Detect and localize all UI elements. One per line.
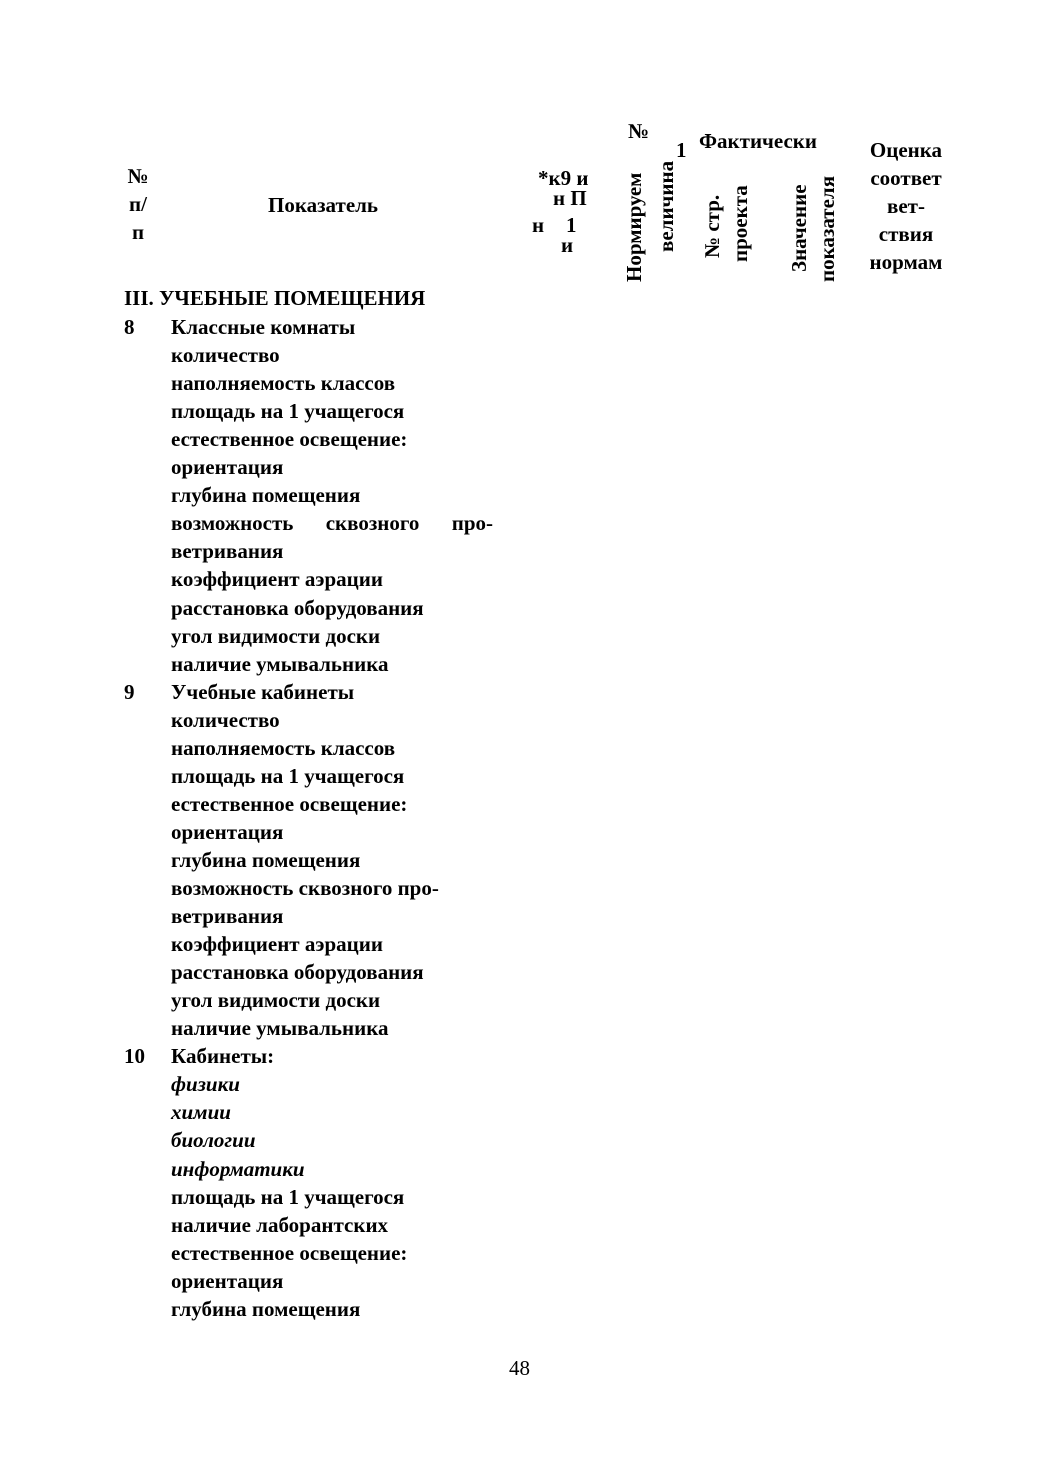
- table-row: [0, 1295, 1039, 1323]
- header-assessment-line5: нормам: [869, 250, 943, 274]
- table-row: [0, 1155, 1039, 1183]
- table-row: [0, 369, 1039, 397]
- row-text: глубина помещения: [171, 483, 361, 508]
- header-indicator: Показатель: [268, 193, 379, 217]
- row-text: глубина помещения: [171, 847, 361, 872]
- row-text: естественное освещение:: [171, 427, 408, 452]
- row-text: площадь на 1 учащегося: [171, 399, 405, 424]
- table-row: [0, 481, 1039, 509]
- header-actual-value-line1: Значение: [787, 184, 811, 272]
- row-text: наполняемость классов: [171, 735, 396, 760]
- header-number-sign: №: [127, 164, 149, 188]
- row-number: 8: [124, 315, 135, 339]
- table-row: [0, 622, 1039, 650]
- row-text: количество: [171, 707, 280, 732]
- section-title: III. УЧЕБНЫЕ ПОМЕЩЕНИЯ: [124, 286, 426, 310]
- header-normed-line2: величина: [654, 160, 678, 252]
- row-word: возможность: [171, 511, 294, 536]
- row-text: естественное освещение:: [171, 791, 408, 816]
- row-text: расстановка оборудования: [171, 960, 424, 985]
- table-row: [0, 1098, 1039, 1126]
- row-text: наличие лаборантских: [171, 1212, 389, 1237]
- table-row: [0, 986, 1039, 1014]
- header-actual-title: Фактически: [699, 129, 817, 153]
- row-text: ориентация: [171, 1268, 284, 1293]
- table-row: [0, 509, 1039, 537]
- row-text: угол видимости доски: [171, 623, 381, 648]
- header-actual-value-line2: показателя: [815, 175, 839, 282]
- table-row: [0, 1211, 1039, 1239]
- table-row: [0, 958, 1039, 986]
- row-text: наличие умывальника: [171, 1016, 389, 1041]
- page-number: 48: [509, 1356, 530, 1380]
- row-text: расстановка оборудования: [171, 595, 424, 620]
- table-row: [0, 453, 1039, 481]
- row-text: естественное освещение:: [171, 1240, 408, 1265]
- table-row: [0, 1126, 1039, 1154]
- header-normed-line1: Нормируем: [622, 172, 646, 282]
- row-text: биологии: [171, 1128, 256, 1153]
- header-assessment-line1: Оценка: [869, 138, 943, 162]
- header-normed-sup: 1: [676, 138, 687, 162]
- table-row: [0, 594, 1039, 622]
- row-text: глубина помещения: [171, 1296, 361, 1321]
- header-actual-page-line1: № стр.: [700, 194, 724, 258]
- table-row: [0, 1183, 1039, 1211]
- row-word: сквозного: [325, 511, 420, 536]
- row-text: возможность сквозного про-: [171, 876, 439, 900]
- table-row: [0, 902, 1039, 930]
- table-row: [0, 734, 1039, 762]
- table-row: [0, 1070, 1039, 1098]
- row-number: 9: [124, 679, 135, 704]
- row-number: 10: [124, 1044, 145, 1069]
- row-text: информатики: [171, 1156, 305, 1181]
- table-row: [0, 397, 1039, 425]
- header-assessment: [850, 136, 962, 276]
- table-row: [0, 1267, 1039, 1295]
- table-row: [0, 313, 1039, 341]
- header-assessment-line4: ствия: [878, 222, 934, 246]
- table-row: [0, 1042, 1039, 1070]
- table-row: [0, 1239, 1039, 1267]
- table-row: [0, 874, 1039, 902]
- header-actual-page-line2: проекта: [728, 185, 752, 262]
- row-text: угол видимости доски: [171, 988, 381, 1013]
- table-row: [0, 818, 1039, 846]
- table-row: [0, 762, 1039, 790]
- header-garbled-c: н: [532, 213, 545, 237]
- table-row: [0, 565, 1039, 593]
- table-row: [0, 706, 1039, 734]
- header-garbled-e: и: [561, 233, 574, 257]
- header-garbled-a: *к9 и: [538, 166, 589, 190]
- row-text: ветривания: [171, 904, 284, 929]
- row-word: про-: [451, 511, 493, 536]
- header-garbled-d: 1: [566, 213, 577, 237]
- row-text: ориентация: [171, 819, 284, 844]
- table-row: [0, 650, 1039, 678]
- header-number-p1: п/: [129, 192, 147, 216]
- row-text: Кабинеты:: [171, 1044, 275, 1069]
- row-text: коэффициент аэрации: [171, 932, 383, 957]
- row-text: Учебные кабинеты: [171, 679, 355, 704]
- table-row: [0, 846, 1039, 874]
- header-assessment-line3: вет-: [887, 194, 925, 218]
- row-text: ориентация: [171, 455, 284, 480]
- row-text: наличие умывальника: [171, 651, 389, 676]
- table-row: [0, 930, 1039, 958]
- row-text: площадь на 1 учащегося: [171, 763, 405, 788]
- table-row: [0, 425, 1039, 453]
- row-text: химии: [171, 1100, 231, 1125]
- row-text-justified: [171, 509, 493, 537]
- row-text: наполняемость классов: [171, 371, 396, 396]
- header-normed-number: №: [628, 119, 650, 143]
- row-text: ветривания: [171, 539, 284, 564]
- header-assessment-line2: соответ: [870, 166, 942, 190]
- table-row: [0, 790, 1039, 818]
- table-row: [0, 678, 1039, 706]
- header-number-column: [118, 162, 158, 246]
- header-garbled-b: н П: [553, 186, 587, 210]
- table-row: [0, 341, 1039, 369]
- row-text: количество: [171, 343, 280, 368]
- row-text: физики: [171, 1072, 240, 1097]
- header-number-p2: п: [131, 220, 145, 244]
- row-text: площадь на 1 учащегося: [171, 1184, 405, 1209]
- table-row: [0, 1014, 1039, 1042]
- row-text: Классные комнаты: [171, 315, 356, 339]
- row-text: коэффициент аэрации: [171, 567, 383, 592]
- table-row: [0, 537, 1039, 565]
